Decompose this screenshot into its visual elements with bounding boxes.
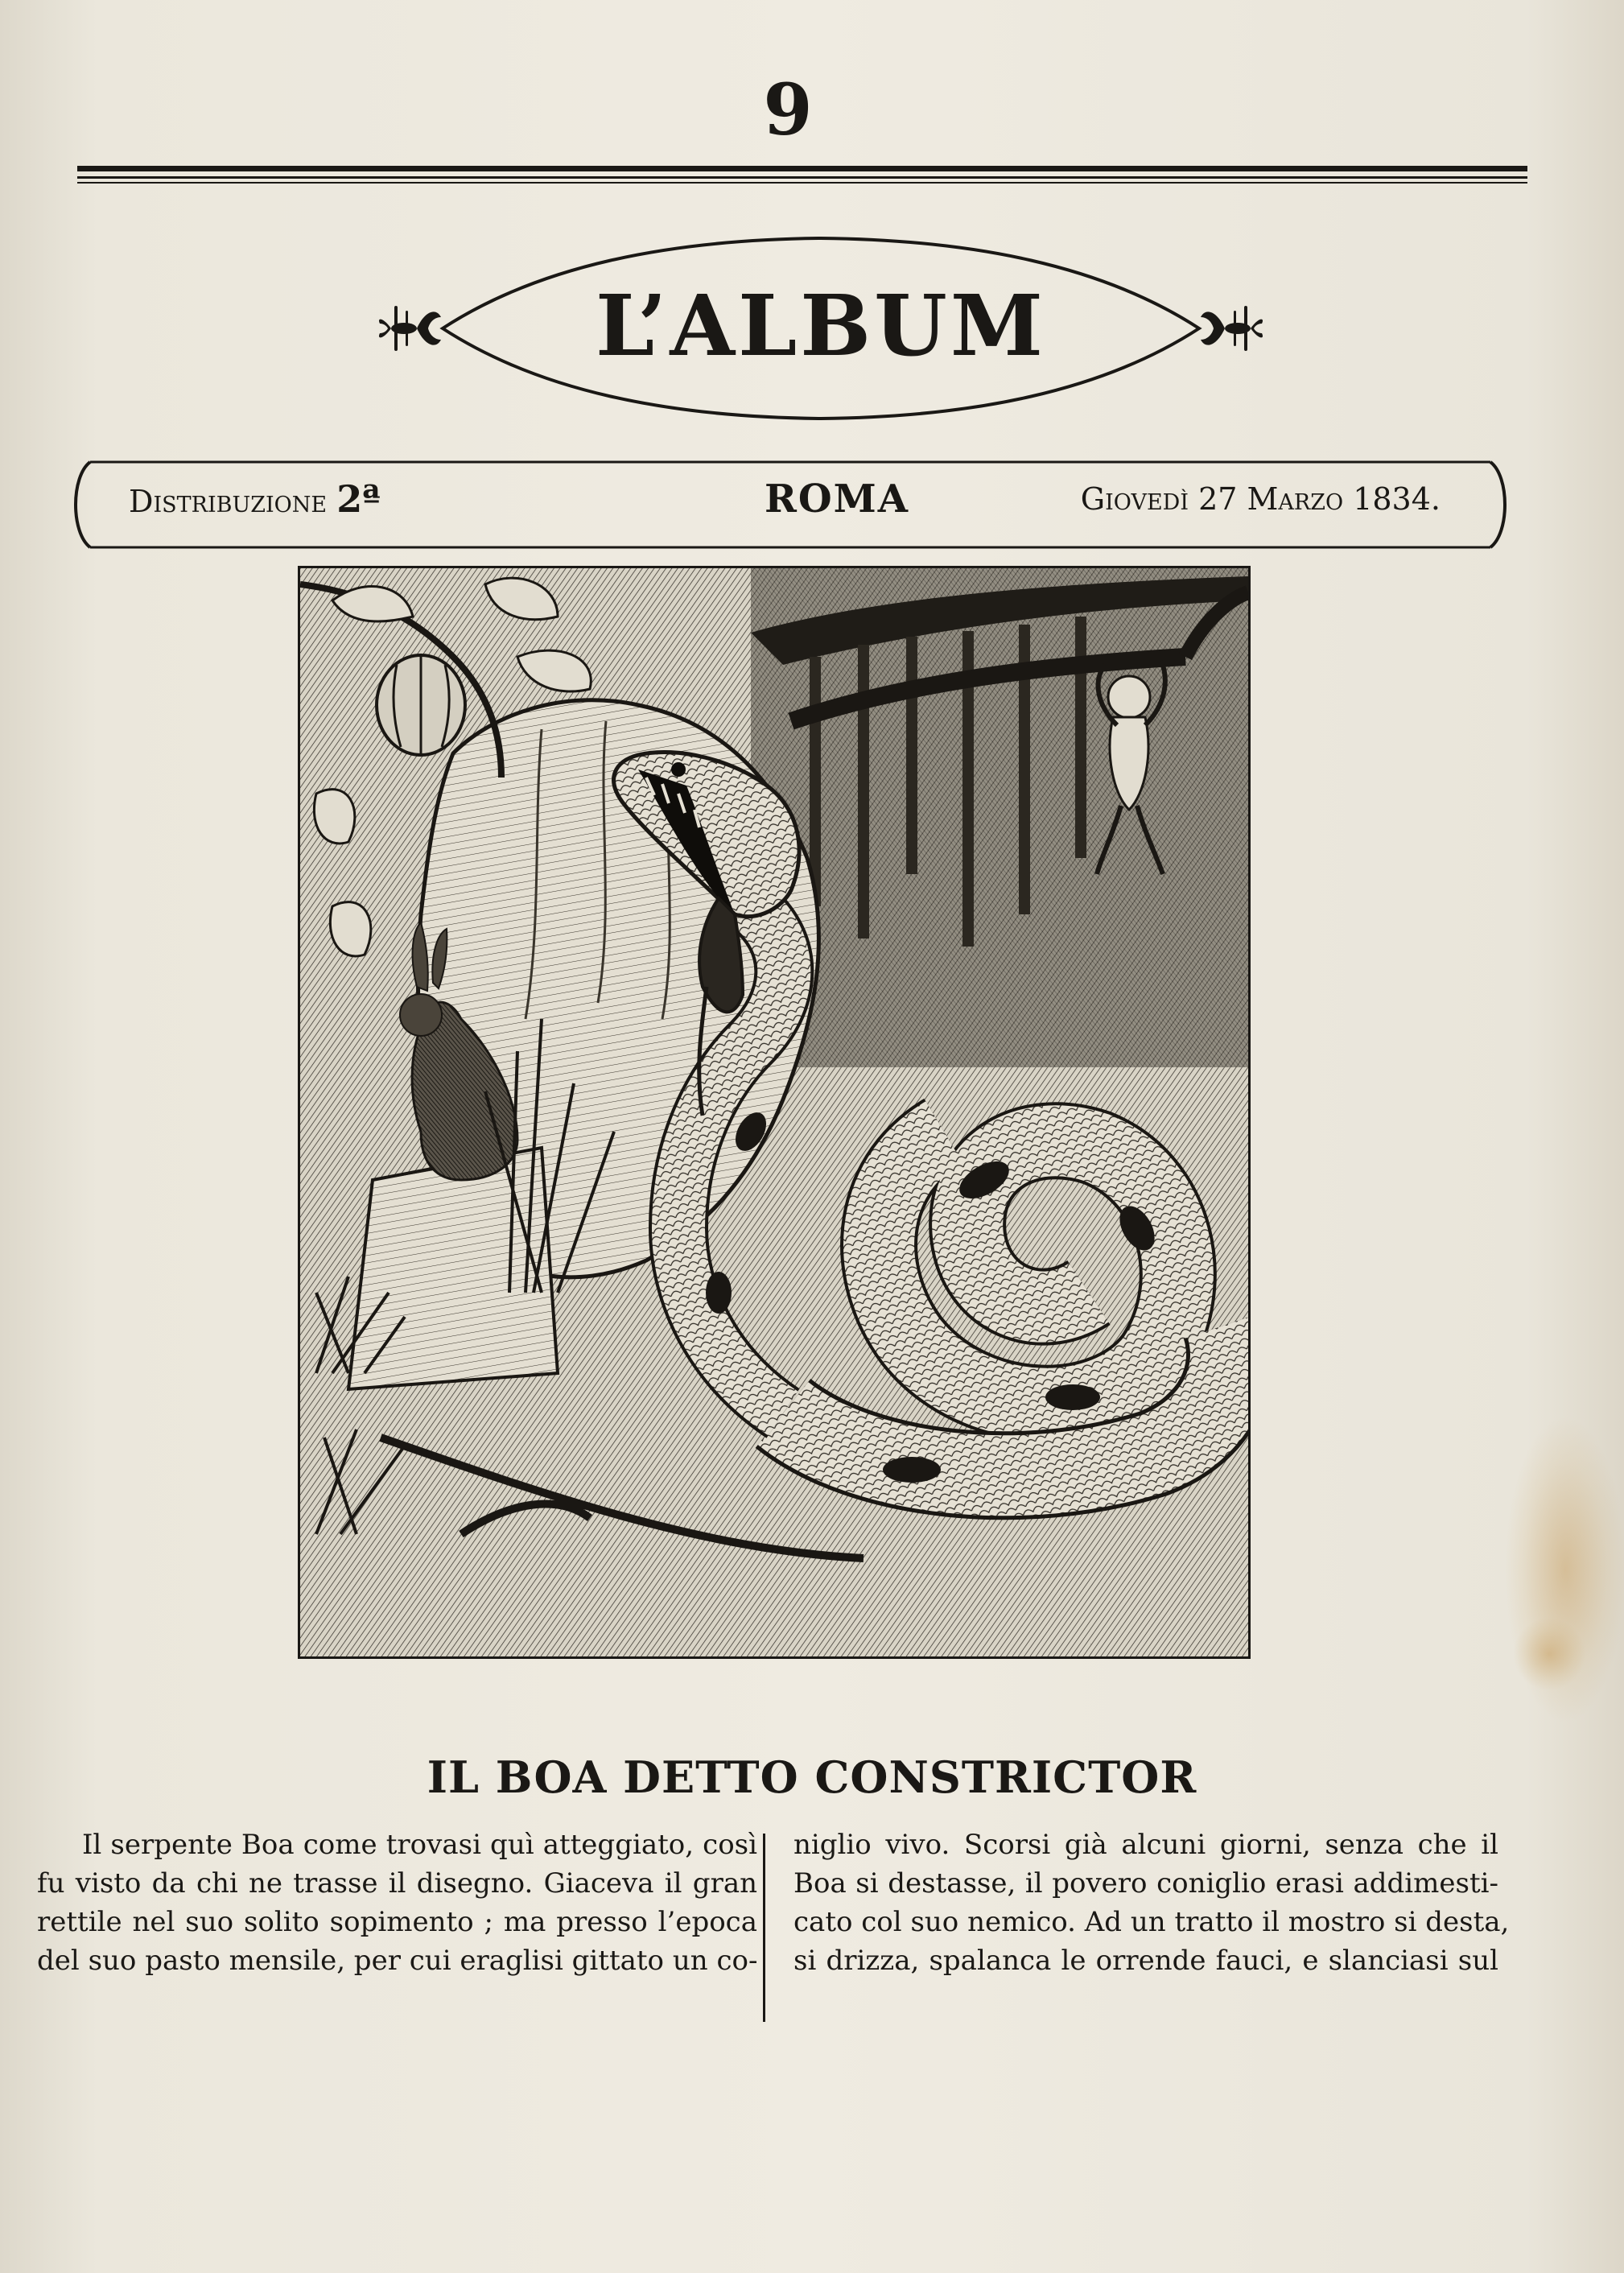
ornament-left-icon: [379, 306, 441, 351]
article-right-column: [793, 1825, 1510, 1980]
ornament-right-icon: [1201, 306, 1263, 351]
issue-date: Giovedì 27 Marzo 1834.: [1080, 481, 1441, 517]
header-rule-thin-2: [77, 182, 1527, 184]
header-rule-thin: [77, 176, 1527, 179]
distribution-info: [129, 475, 381, 526]
page-number: 9: [763, 68, 813, 151]
article-title: IL BOA DETTO CONSTRICTOR: [427, 1751, 1197, 1803]
article-left-column: [37, 1825, 757, 1980]
distribution-label: Distribuzione: [129, 484, 328, 519]
body-line: si drizza, spalanca le orrende fauci, e slanciasi sul: [793, 1945, 1498, 1977]
body-line: Il serpente Boa come trovasi quì atteggiato, così: [82, 1829, 757, 1861]
show-through-text-left: [40, 354, 282, 1722]
body-line: Boa si destasse, il povero coniglio erasi addimesti-: [793, 1867, 1498, 1900]
distribution-number: 2ª: [336, 477, 381, 521]
foxing-stain-small: [1513, 1618, 1585, 1690]
body-line: del suo pasto mensile, per cui eraglisi gittato un co-: [37, 1945, 758, 1977]
city-name: ROMA: [764, 476, 910, 522]
header-rule-thick: [77, 166, 1527, 171]
body-line: cato col suo nemico. Ad un tratto il mostro si desta,: [793, 1906, 1510, 1938]
body-line: rettile nel suo solito sopimento ; ma presso l’epoca: [37, 1906, 757, 1938]
masthead-title: L’ALBUM: [596, 276, 1046, 375]
body-line: niglio vivo. Scorsi già alcuni giorni, senza che il: [793, 1829, 1498, 1861]
engraving-boa-rabbit-monkey-icon: [300, 568, 1248, 1656]
column-divider: [763, 1834, 765, 2022]
boa-engraving: [298, 566, 1251, 1659]
body-line: fu visto da chi ne trasse il disegno. Giaceva il gran: [37, 1867, 757, 1900]
